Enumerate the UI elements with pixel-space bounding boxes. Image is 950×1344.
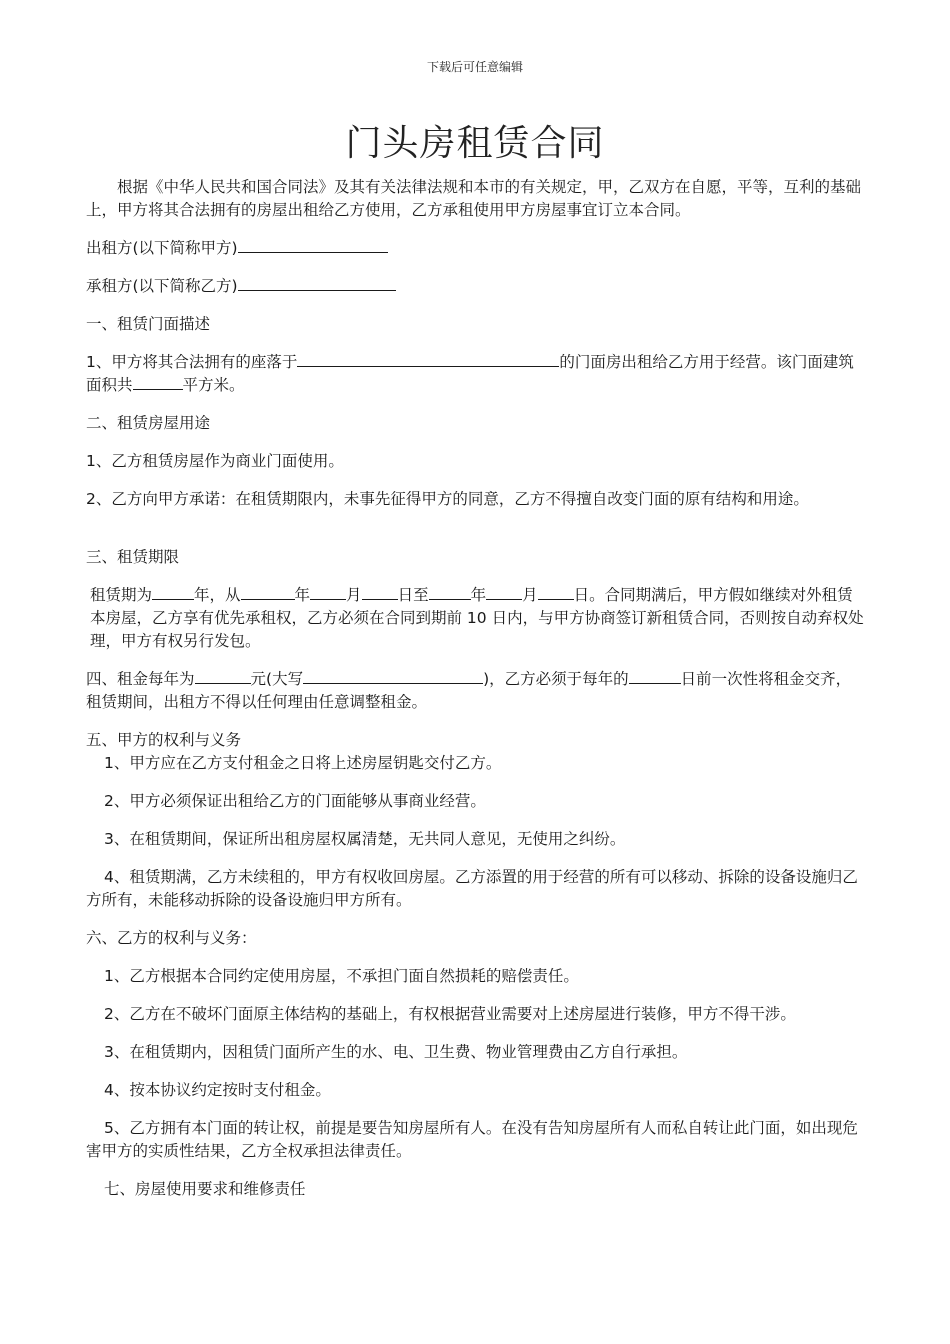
rent-label: 四、租金每年为 [86,670,195,688]
start-month-blank[interactable] [310,584,346,600]
section-6-item-3: 3、在租赁期内，因租赁门面所产生的水、电、卫生费、物业管理费由乙方自行承担。 [104,1043,688,1061]
start-year-unit: 年 [294,586,311,604]
section-6-item-2: 2、乙方在不破坏门面原主体结构的基础上，有权根据营业需要对上述房屋进行装修，甲方不得干涉。 [104,1005,796,1023]
section-3-heading: 三、租赁期限 [86,548,180,566]
rent-capital-blank[interactable] [303,668,483,684]
party-a-label: 出租方(以下简称甲方) [86,239,238,257]
rent-capital-label: 元(大写 [250,670,304,688]
term-renewal-text: 日。合同期满后，甲方假如继续对外租赁本房屋，乙方享有优先承租权，乙方必须在合同到期前 10 日内，与甲方协商签订新租赁合同，否则按自动弃权处理，甲方有权另行发包。 [90,586,864,650]
start-day-blank[interactable] [362,584,398,600]
location-blank[interactable] [297,351,559,367]
section-1-item-1 [86,351,866,397]
party-b-blank[interactable] [238,275,396,291]
section-6-item-4: 4、按本协议约定按时支付租金。 [104,1081,331,1099]
area-blank[interactable] [133,374,183,390]
section-1-heading: 一、租赁门面描述 [86,315,211,333]
section-2-item-1: 1、乙方租赁房屋作为商业门面使用。 [86,452,344,470]
section-7-heading: 七、房屋使用要求和维修责任 [104,1180,306,1198]
section-6-item-5: 5、乙方拥有本门面的转让权，前提是要告知房屋所有人。在没有告知房屋所有人而私自转让此门面，如出现危害甲方的实质性结果，乙方全权承担法律责任。 [86,1119,858,1160]
document-title: 门头房租赁合同 [345,123,605,164]
section-3-term-paragraph [86,584,866,653]
header-note: 下载后可任意编辑 [426,60,523,74]
section-5-item-1: 1、甲方应在乙方支付租金之日将上述房屋钥匙交付乙方。 [104,754,502,772]
party-a-blank[interactable] [238,237,388,253]
section-5-item-4: 4、租赁期满，乙方未续租的，甲方有权收回房屋。乙方添置的用于经营的所有可以移动、拆除的设备设施归乙方所有，未能移动拆除的设备设施归甲方所有。 [86,868,858,909]
end-year-unit: 年 [470,586,487,604]
section-4-rent-paragraph [86,668,866,714]
end-year-blank[interactable] [429,584,471,600]
start-day-unit: 日至 [397,586,429,604]
start-year-blank[interactable] [241,584,295,600]
section-2-heading: 二、租赁房屋用途 [86,414,211,432]
area-label: 的门面房出租给乙方用于经营。该门面建筑面积共 [86,353,854,394]
start-month-unit: 月 [346,586,362,604]
section-2-item-2: 2、乙方向甲方承诺：在租赁期限内，未事先征得甲方的同意，乙方不得擅自改变门面的原有结构和用途。 [86,490,809,508]
section-6-heading: 六、乙方的权利与义务： [86,929,257,947]
section-6-item-1: 1、乙方根据本合同约定使用房屋，不承担门面自然损耗的赔偿责任。 [104,967,579,985]
location-label: 1、甲方将其合法拥有的座落于 [86,353,298,371]
rent-due-label: )，乙方必须于每年的 [483,670,629,688]
intro-paragraph: 根据《中华人民共和国合同法》及其有关法律法规和本市的有关规定，甲，乙双方在自愿，平等，互利的基础上，甲方将其合法拥有的房屋出租给乙方使用，乙方承租使用甲方房屋事宜订立本合同。 [86,178,862,219]
area-unit: 平方米。 [182,376,245,394]
contract-body [86,176,866,1201]
term-years-blank[interactable] [152,584,194,600]
end-month-blank[interactable] [486,584,522,600]
end-month-unit: 月 [522,586,538,604]
rent-due-day-blank[interactable] [629,668,681,684]
section-5-item-2: 2、甲方必须保证出租给乙方的门面能够从事商业经营。 [104,792,486,810]
party-b-line [86,275,866,298]
term-label: 租赁期为 [90,586,153,604]
party-b-label: 承租方(以下简称乙方) [86,277,238,295]
section-5-item-3: 3、在租赁期间，保证所出租房屋权属清楚，无共同人意见，无使用之纠纷。 [104,830,626,848]
end-day-blank[interactable] [538,584,574,600]
rent-amount-blank[interactable] [195,668,251,684]
party-a-line [86,237,866,260]
rent-terms-text: 日前一次性将租金交齐，租赁期间，出租方不得以任何理由任意调整租金。 [86,670,852,711]
term-from-label: 年，从 [194,586,241,604]
section-5-heading: 五、甲方的权利与义务 [86,731,242,749]
